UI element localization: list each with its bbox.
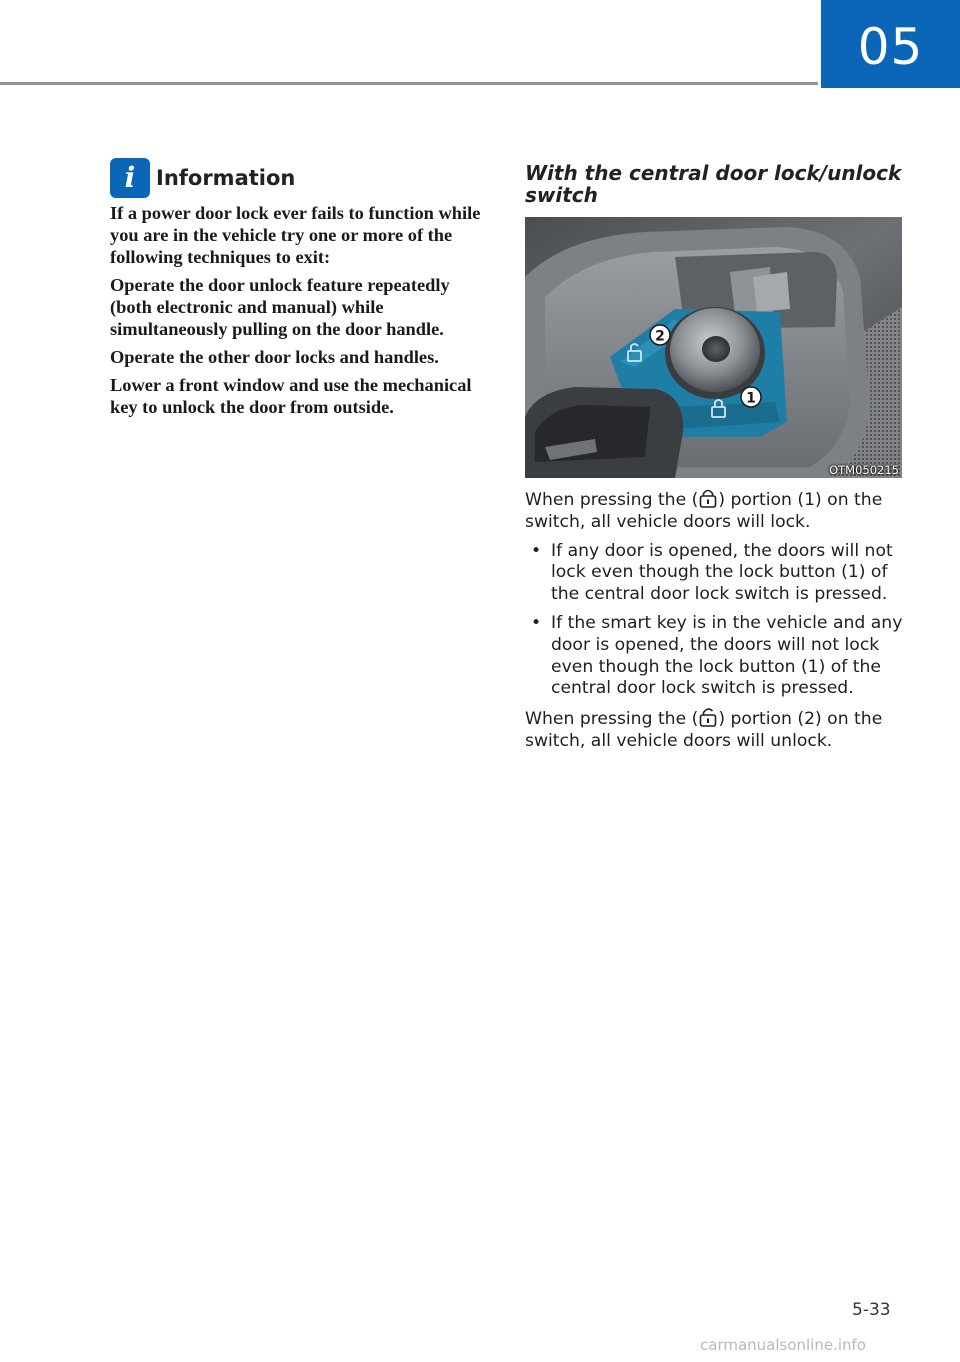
- list-item: • If the smart key is in the vehicle and any door is opened, the doors will not lock even though the lock button (1) of the central door lock switch is pressed.: [531, 612, 903, 699]
- info-paragraph: Operate the door unlock feature repeatedly (both electronic and manual) while simultaneously pulling on the door handle.: [110, 275, 450, 339]
- watermark: carmanualsonline.info: [700, 1336, 866, 1354]
- section-title: With the central door lock/unlock switch: [525, 161, 902, 207]
- section-body: [525, 488, 905, 760]
- figure-code: OTM050215: [829, 463, 899, 477]
- information-heading: [110, 158, 295, 198]
- information-title: Information: [156, 166, 296, 190]
- info-icon: i: [110, 158, 150, 198]
- chapter-tab: [821, 0, 960, 88]
- callout-1: 1: [746, 390, 756, 407]
- page-number: 5-33: [852, 1300, 891, 1320]
- lock-icon: [699, 488, 717, 508]
- unlock-paragraph: When pressing the ( ) portion (2) on the switch, all vehicle doors will unlock.: [525, 709, 883, 751]
- door-switch-figure: [525, 217, 902, 478]
- chapter-number: 05: [857, 18, 924, 76]
- info-paragraph: If a power door lock ever fails to function while you are in the vehicle try one or more of the following techniques to exit:: [110, 203, 481, 267]
- door-switch-illustration: [525, 217, 902, 478]
- lock-paragraph: When pressing the ( ) portion (1) on the switch, all vehicle doors will lock.: [525, 490, 883, 532]
- unlock-icon: [699, 707, 717, 727]
- info-paragraph: Operate the other door locks and handles.: [110, 347, 439, 367]
- header-rule: [0, 82, 818, 85]
- callout-2: 2: [655, 328, 665, 345]
- information-text: [110, 202, 484, 424]
- list-item: • If any door is opened, the doors will not lock even though the lock button (1) of the central door lock switch is pressed.: [531, 540, 893, 605]
- info-paragraph: Lower a front window and use the mechanical key to unlock the door from outside.: [110, 375, 472, 417]
